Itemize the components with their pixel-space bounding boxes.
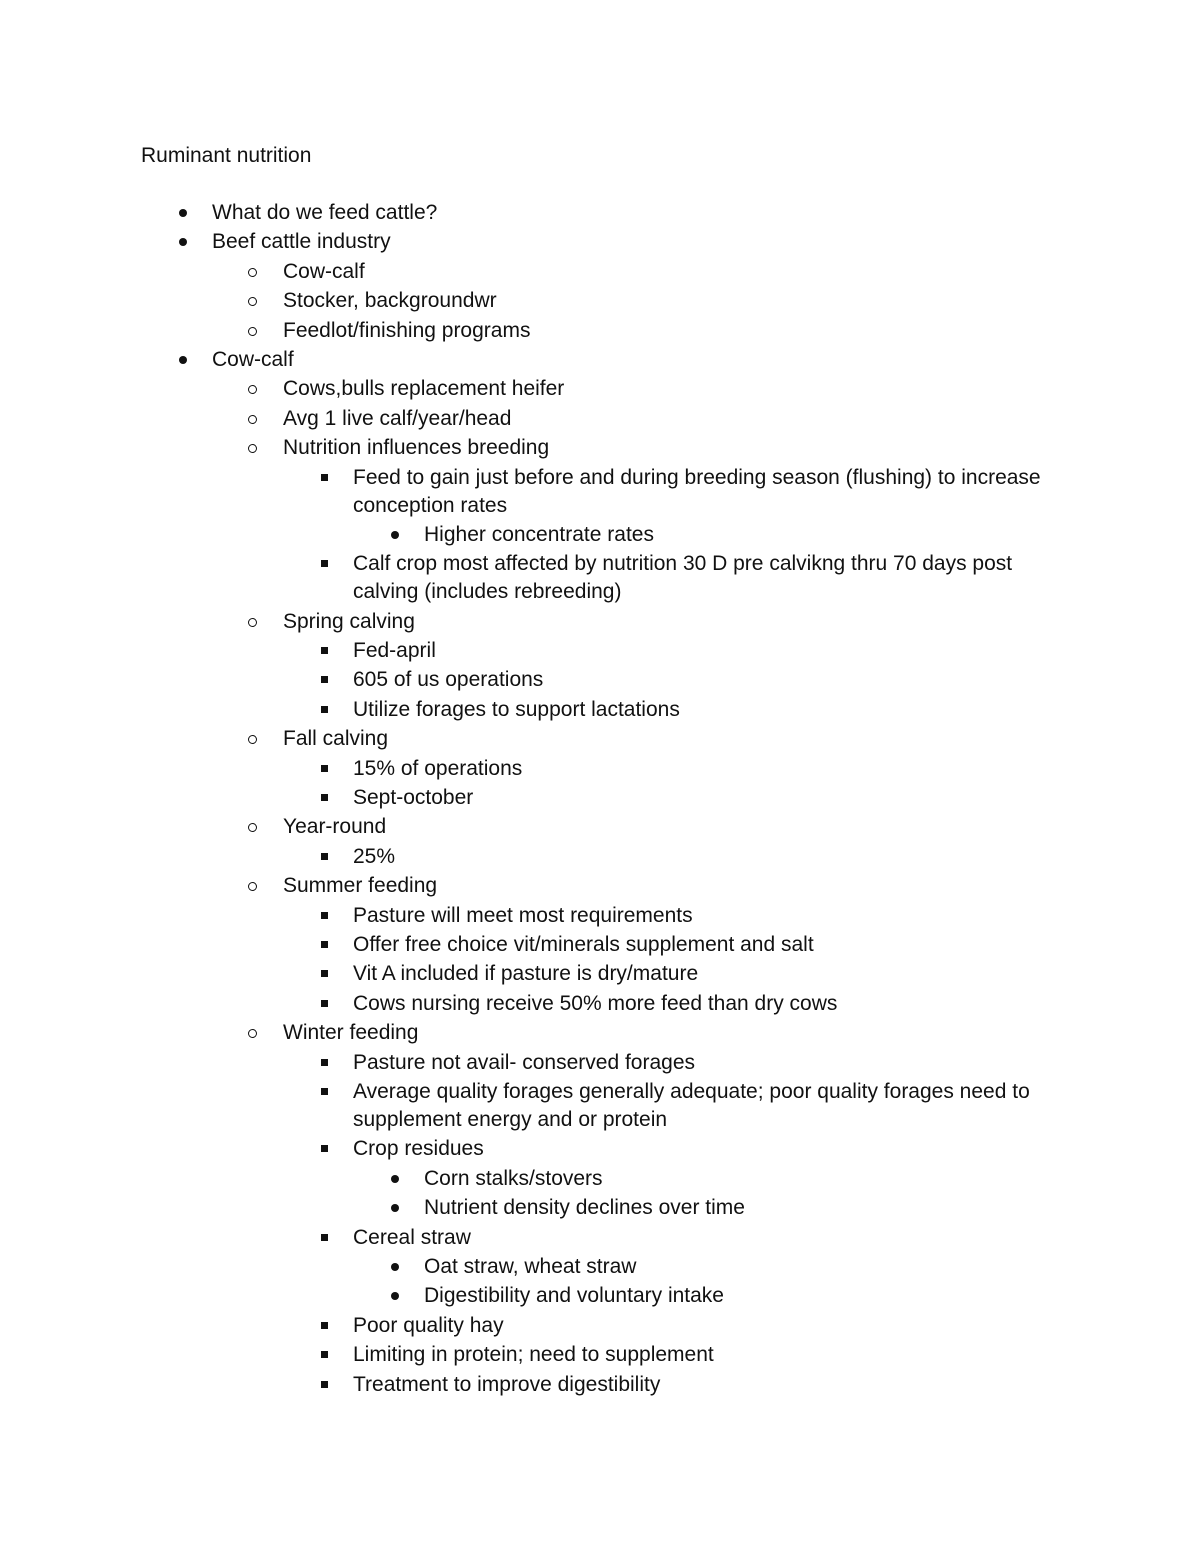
list-item [0, 1050, 1200, 1076]
list-item-text: Limiting in protein; need to supplement [353, 1343, 714, 1367]
bullet-circle-icon [244, 318, 264, 344]
list-item-text: Nutrient density declines over time [424, 1196, 745, 1220]
list-item [0, 200, 1200, 226]
list-item [0, 288, 1200, 314]
list-item-text: Poor quality hay [353, 1313, 504, 1337]
list-item-text: Treatment to improve digestibility [353, 1372, 661, 1396]
bullet-square-icon [315, 697, 335, 723]
bullet-square-icon [315, 667, 335, 693]
list-item [0, 873, 1200, 899]
bullet-circle-icon [244, 814, 264, 840]
list-item-text: Feedlot/finishing programs [283, 318, 531, 342]
list-item-text: Utilize forages to support lactations [353, 697, 680, 721]
list-item [0, 638, 1200, 664]
bullet-square-icon [315, 932, 335, 958]
list-item-text: Avg 1 live calf/year/head [283, 406, 512, 430]
list-item-text: Feed to gain just before and during breeding season (flushing) to increase [353, 465, 1041, 489]
list-item [0, 1342, 1200, 1368]
bullet-disc-icon [173, 347, 193, 373]
bullet-circle-icon [244, 1020, 264, 1046]
list-item [0, 435, 1200, 461]
list-item [0, 961, 1200, 987]
list-item [0, 785, 1200, 811]
list-item-text: Stocker, backgroundwr [283, 289, 497, 313]
list-item [0, 903, 1200, 929]
list-item-text: Digestibility and voluntary intake [424, 1284, 724, 1308]
list-item-text: 605 of us operations [353, 668, 544, 692]
list-item-text: What do we feed cattle? [212, 201, 438, 224]
list-item-continuation: conception rates [353, 493, 508, 517]
list-item [0, 1313, 1200, 1339]
list-item [0, 376, 1200, 402]
bullet-square-icon [315, 1372, 335, 1398]
list-item [0, 1195, 1200, 1221]
page-title: Ruminant nutrition [141, 144, 312, 167]
list-item [0, 1079, 1200, 1105]
list-item [0, 551, 1200, 577]
list-item [0, 1283, 1200, 1309]
bullet-circle-icon [244, 609, 264, 635]
list-item-text: Spring calving [283, 609, 415, 633]
bullet-square-icon [315, 638, 335, 664]
bullet-circle-icon [244, 726, 264, 752]
bullet-circle-icon [244, 406, 264, 432]
bullet-square-icon [315, 1050, 335, 1076]
bullet-circle-icon [244, 435, 264, 461]
bullet-disc-icon [173, 229, 193, 255]
list-item [0, 318, 1200, 344]
list-item-continuation: supplement energy and or protein [353, 1107, 668, 1131]
list-item [0, 1020, 1200, 1046]
bullet-square-icon [315, 756, 335, 782]
bullet-disc-icon [385, 1195, 405, 1221]
list-item-text: 25% [353, 844, 396, 868]
bullet-square-icon [315, 991, 335, 1017]
list-item-text: Cows,bulls replacement heifer [283, 377, 565, 401]
bullet-square-icon [315, 785, 335, 811]
list-item [0, 756, 1200, 782]
list-item-text: Beef cattle industry [212, 230, 391, 254]
list-item-text: Vit A included if pasture is dry/mature [353, 962, 699, 986]
list-item [0, 609, 1200, 635]
list-item [0, 406, 1200, 432]
list-item-text: Winter feeding [283, 1021, 419, 1045]
list-item [0, 1254, 1200, 1280]
bullet-disc-icon [385, 1166, 405, 1192]
list-item [0, 229, 1200, 255]
list-item [0, 1136, 1200, 1162]
list-item-text: Pasture not avail- conserved forages [353, 1050, 696, 1074]
list-item-text: Fed-april [353, 639, 436, 663]
bullet-square-icon [315, 903, 335, 929]
list-item [0, 991, 1200, 1017]
list-item [0, 1166, 1200, 1192]
list-item-text: Average quality forages generally adequate; poor quality forages need to [353, 1080, 1030, 1104]
bullet-square-icon [315, 1079, 335, 1105]
bullet-circle-icon [244, 376, 264, 402]
list-item [0, 1372, 1200, 1398]
bullet-square-icon [315, 465, 335, 491]
bullet-square-icon [315, 1313, 335, 1339]
list-item [0, 1225, 1200, 1251]
bullet-square-icon [315, 1342, 335, 1368]
bullet-disc-icon [385, 522, 405, 548]
list-item-text: Corn stalks/stovers [424, 1166, 603, 1190]
bullet-circle-icon [244, 259, 264, 285]
bullet-square-icon [315, 844, 335, 870]
list-item [0, 814, 1200, 840]
list-item-text: Cow-calf [283, 259, 365, 283]
list-item-text: Crop residues [353, 1137, 484, 1161]
bullet-square-icon [315, 1225, 335, 1251]
bullet-square-icon [315, 1136, 335, 1162]
list-item-text: Year-round [283, 815, 387, 839]
list-item [0, 259, 1200, 285]
list-item-text: Summer feeding [283, 874, 438, 898]
list-item [0, 697, 1200, 723]
list-item-text: Offer free choice vit/minerals supplement and salt [353, 933, 814, 957]
bullet-square-icon [315, 551, 335, 577]
list-item-continuation: calving (includes rebreeding) [353, 580, 622, 604]
list-item [0, 844, 1200, 870]
list-item-text: Cows nursing receive 50% more feed than dry cows [353, 991, 838, 1015]
list-item-text: Higher concentrate rates [424, 522, 654, 546]
bullet-disc-icon [173, 200, 193, 226]
list-item-text: Calf crop most affected by nutrition 30 D pre calvikng thru 70 days post [353, 552, 1013, 576]
list-item [0, 522, 1200, 548]
bullet-circle-icon [244, 873, 264, 899]
list-item-text: Cow-calf [212, 348, 294, 371]
bullet-square-icon [315, 961, 335, 987]
bullet-circle-icon [244, 288, 264, 314]
list-item-text: Fall calving [283, 727, 389, 751]
list-item-text: Cereal straw [353, 1225, 471, 1249]
list-item [0, 726, 1200, 752]
list-item-text: 15% of operations [353, 756, 523, 780]
list-item [0, 465, 1200, 491]
list-item [0, 347, 1200, 373]
bullet-disc-icon [385, 1254, 405, 1280]
list-item-text: Sept-october [353, 786, 474, 810]
bullet-disc-icon [385, 1283, 405, 1309]
list-item-text: Pasture will meet most requirements [353, 903, 693, 927]
list-item [0, 932, 1200, 958]
list-item-text: Oat straw, wheat straw [424, 1254, 637, 1278]
list-item-text: Nutrition influences breeding [283, 436, 550, 460]
list-item [0, 667, 1200, 693]
